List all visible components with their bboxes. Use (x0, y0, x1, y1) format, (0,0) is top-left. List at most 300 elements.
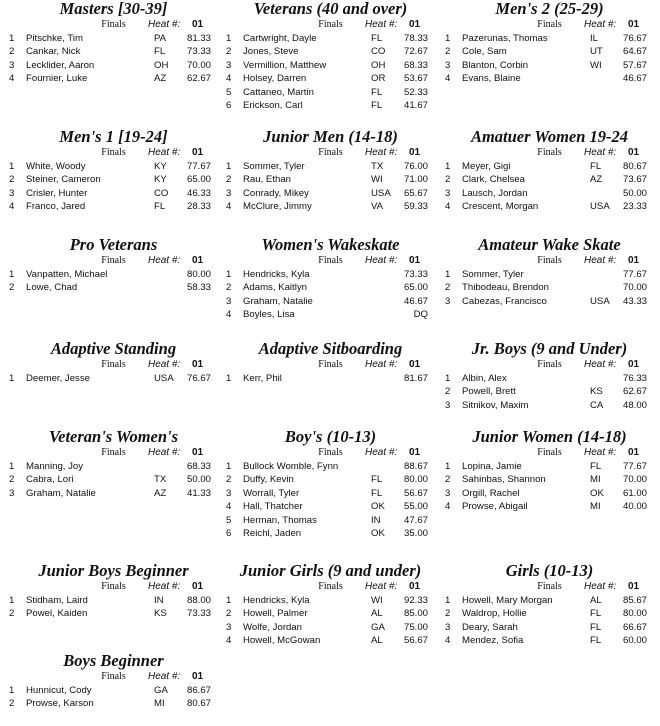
state: CO (154, 187, 169, 199)
place: 1 (445, 33, 451, 44)
heat-label: Heat #: (584, 359, 617, 370)
event-header (6, 254, 221, 268)
athlete-name: Cattaneo, Martin (243, 86, 314, 98)
athlete-name: Howell, Mary Morgan (462, 595, 553, 606)
athlete-name: Cartwright, Dayle (243, 33, 317, 44)
athlete-name: Howell, Palmer (243, 608, 308, 620)
result-row (223, 621, 438, 634)
athlete-name: Howell, McGowan (243, 635, 321, 647)
heat-label: Heat #: (365, 581, 398, 592)
state: FL (371, 487, 383, 499)
heat-number: 01 (409, 19, 421, 30)
score: 50.00 (622, 187, 647, 199)
result-row (223, 308, 438, 321)
athlete-name: Boyles, Lisa (243, 309, 295, 321)
score: 80.00 (622, 608, 647, 620)
result-row (6, 594, 221, 607)
event-header (6, 18, 221, 32)
result-row (442, 200, 657, 213)
event-block (223, 428, 438, 540)
place: 3 (9, 487, 15, 499)
place: 4 (445, 635, 451, 647)
place: 6 (226, 527, 232, 539)
state: WI (590, 59, 602, 71)
place: 4 (445, 501, 451, 513)
athlete-name: Conrady, Mikey (243, 187, 309, 199)
score: 28.33 (186, 201, 211, 213)
result-row (442, 160, 657, 173)
athlete-name: Meyer, Gigi (462, 161, 511, 172)
state: FL (371, 474, 383, 486)
event-block (442, 0, 657, 86)
heat-label: Heat #: (584, 447, 617, 458)
event-block (6, 128, 221, 214)
event-title: Men's 1 [19-24] (59, 127, 168, 146)
athlete-name: Lowe, Chad (26, 282, 78, 294)
result-row (442, 45, 657, 58)
score: 48.00 (622, 399, 647, 411)
heat-label: Heat #: (584, 19, 617, 30)
place: 3 (226, 59, 232, 71)
athlete-name: Graham, Natalie (243, 295, 313, 307)
event-block (442, 562, 657, 648)
heat-number: 01 (628, 581, 640, 592)
score: 50.00 (186, 474, 211, 486)
result-row (442, 32, 657, 45)
score: 86.67 (186, 685, 211, 696)
place: 3 (445, 59, 451, 71)
state: FL (154, 46, 166, 58)
finals-label: Finals (537, 19, 562, 30)
result-row (6, 473, 221, 486)
result-row (6, 372, 221, 385)
heat-label: Heat #: (148, 19, 181, 30)
athlete-name: Vermillion, Matthew (243, 59, 327, 71)
score: 68.33 (186, 461, 211, 472)
athlete-name: Worrall, Tyler (243, 487, 300, 499)
athlete-name: Sommer, Tyler (243, 161, 305, 172)
event-title: Women's Wakeskate (261, 235, 400, 254)
score: 61.00 (622, 487, 647, 499)
score: 76.33 (622, 373, 647, 384)
athlete-name: Lecklider, Aaron (26, 59, 95, 71)
event-title: Boy's (10-13) (284, 427, 377, 446)
place: 4 (445, 201, 451, 213)
state: OK (590, 487, 604, 499)
finals-label: Finals (101, 671, 126, 682)
result-row (223, 45, 438, 58)
athlete-name: Vanpatten, Michael (26, 269, 108, 280)
state: GA (154, 685, 168, 696)
event-header (6, 580, 221, 594)
finals-label: Finals (537, 447, 562, 458)
finals-label: Finals (101, 255, 126, 266)
state: USA (590, 201, 610, 213)
event-header (442, 146, 657, 160)
event-title: Men's 2 (25-29) (495, 0, 604, 18)
result-row (6, 59, 221, 72)
athlete-name: Cole, Sam (462, 46, 507, 58)
state: CO (371, 46, 386, 58)
finals-label: Finals (318, 255, 343, 266)
score: 59.33 (403, 201, 428, 213)
finals-label: Finals (101, 147, 126, 158)
result-row (442, 487, 657, 500)
place: 1 (226, 269, 232, 280)
state: FL (590, 608, 602, 620)
place: 2 (9, 608, 15, 620)
place: 2 (9, 698, 15, 710)
place: 4 (226, 501, 232, 513)
score: 73.33 (186, 46, 211, 58)
athlete-name: Holsey, Darren (243, 73, 307, 85)
athlete-name: Stidham, Laird (26, 595, 88, 606)
result-row (6, 45, 221, 58)
event-header (223, 146, 438, 160)
score: 77.67 (622, 461, 647, 472)
score: 88.00 (186, 595, 211, 606)
heat-number: 01 (628, 147, 640, 158)
score: 46.33 (186, 187, 211, 199)
score: 72.67 (403, 46, 428, 58)
athlete-name: Rau, Ethan (243, 174, 292, 186)
event-header (442, 580, 657, 594)
state: AZ (154, 487, 167, 499)
event-block (6, 562, 221, 621)
athlete-name: Lopina, Jamie (462, 461, 522, 472)
place: 2 (226, 174, 232, 186)
score: 46.67 (403, 295, 428, 307)
state: CA (590, 399, 604, 411)
heat-label: Heat #: (365, 19, 398, 30)
finals-label: Finals (318, 581, 343, 592)
finals-label: Finals (318, 359, 343, 370)
event-title: Adaptive Sitboarding (258, 339, 403, 358)
place: 1 (445, 461, 451, 472)
result-row (6, 160, 221, 173)
athlete-name: Clark, Chelsea (462, 174, 525, 186)
result-row (442, 460, 657, 473)
heat-number: 01 (409, 581, 421, 592)
score: 85.67 (622, 595, 647, 606)
score: 65.00 (403, 282, 428, 294)
event-block (223, 128, 438, 214)
state: OH (371, 59, 386, 71)
result-row (223, 268, 438, 281)
event-header (223, 580, 438, 594)
result-row (6, 173, 221, 186)
finals-label: Finals (537, 581, 562, 592)
place: 2 (445, 386, 451, 398)
state: FL (371, 99, 383, 111)
state: IL (590, 33, 599, 44)
event-title: Junior Men (14-18) (263, 127, 398, 146)
athlete-name: Hendricks, Kyla (243, 269, 310, 280)
place: 2 (445, 282, 451, 294)
athlete-name: Prowse, Karson (26, 698, 94, 710)
score: 52.33 (403, 86, 428, 98)
score: 56.67 (403, 487, 428, 499)
place: 2 (226, 282, 232, 294)
result-row (442, 281, 657, 294)
athlete-name: Bullock Womble, Fynn (243, 461, 339, 472)
place: 1 (226, 461, 232, 472)
event-title: Veteran's Women's (48, 427, 179, 446)
place: 1 (226, 373, 232, 384)
heat-number: 01 (628, 359, 640, 370)
athlete-name: Manning, Joy (26, 461, 84, 472)
result-row (442, 72, 657, 85)
event-block (6, 340, 221, 385)
result-row (442, 187, 657, 200)
score: 80.00 (403, 474, 428, 486)
place: 4 (9, 201, 15, 213)
result-row (442, 607, 657, 620)
athlete-name: Duffy, Kevin (243, 474, 294, 486)
result-row (442, 385, 657, 398)
place: 1 (9, 461, 15, 472)
result-row (442, 295, 657, 308)
event-header (223, 358, 438, 372)
athlete-name: Deary, Sarah (462, 621, 518, 633)
score: 47.67 (403, 514, 428, 526)
state: FL (590, 635, 602, 647)
place: 2 (226, 608, 232, 620)
result-row (223, 187, 438, 200)
athlete-name: Sahinbas, Shannon (462, 474, 546, 486)
place: 2 (9, 474, 15, 486)
state: AL (371, 608, 383, 620)
score: 76.67 (186, 373, 211, 384)
state: AL (590, 595, 602, 606)
heat-label: Heat #: (584, 581, 617, 592)
score: 80.67 (622, 161, 647, 172)
place: 4 (9, 73, 15, 85)
state: USA (154, 373, 174, 384)
score: 75.00 (403, 621, 428, 633)
place: 1 (226, 595, 232, 606)
result-row (223, 295, 438, 308)
state: FL (590, 461, 602, 472)
heat-number: 01 (409, 255, 421, 266)
place: 3 (445, 487, 451, 499)
event-title: Girls (10-13) (505, 561, 594, 580)
score: 70.00 (622, 282, 647, 294)
finals-label: Finals (101, 19, 126, 30)
heat-label: Heat #: (365, 147, 398, 158)
place: 1 (445, 595, 451, 606)
state: FL (590, 621, 602, 633)
result-row (6, 268, 221, 281)
result-row (6, 460, 221, 473)
result-row (223, 594, 438, 607)
athlete-name: Adams, Kaitlyn (243, 282, 307, 294)
place: 3 (226, 487, 232, 499)
athlete-name: Waldrop, Hollie (462, 608, 527, 620)
athlete-name: Powell, Brett (462, 386, 516, 398)
result-row (223, 281, 438, 294)
heat-number: 01 (192, 671, 204, 682)
place: 5 (226, 514, 232, 526)
score: 60.00 (622, 635, 647, 647)
event-header (442, 446, 657, 460)
result-row (442, 621, 657, 634)
score: 41.33 (186, 487, 211, 499)
place: 4 (226, 635, 232, 647)
result-row (223, 500, 438, 513)
state: FL (371, 86, 383, 98)
event-header (6, 358, 221, 372)
score: 76.00 (403, 161, 428, 172)
athlete-name: Crescent, Morgan (462, 201, 539, 213)
event-block (442, 428, 657, 514)
athlete-name: Sommer, Tyler (462, 269, 524, 280)
athlete-name: Lausch, Jordan (462, 187, 528, 199)
event-block (442, 128, 657, 214)
state: OR (371, 73, 386, 85)
athlete-name: Cabra, Lori (26, 474, 74, 486)
state: IN (154, 595, 164, 606)
result-row (442, 634, 657, 647)
athlete-name: Reichl, Jaden (243, 527, 302, 539)
event-block (223, 562, 438, 648)
heat-label: Heat #: (148, 447, 181, 458)
score: 43.33 (622, 295, 647, 307)
finals-label: Finals (318, 19, 343, 30)
place: 4 (226, 309, 232, 321)
heat-number: 01 (192, 447, 204, 458)
place: 5 (226, 86, 232, 98)
athlete-name: Steiner, Cameron (26, 174, 101, 186)
state: MI (154, 698, 165, 710)
place: 1 (9, 161, 15, 172)
place: 2 (9, 46, 15, 58)
result-row (223, 460, 438, 473)
place: 3 (226, 187, 232, 199)
score: 77.67 (622, 269, 647, 280)
event-block (223, 340, 438, 385)
event-block (223, 0, 438, 112)
score: 70.00 (186, 59, 211, 71)
score: 80.67 (186, 698, 211, 710)
state: MI (590, 501, 601, 513)
athlete-name: Pazerunas, Thomas (462, 33, 548, 44)
event-title: Junior Women (14-18) (472, 427, 627, 446)
place: 2 (9, 282, 15, 294)
result-row (223, 59, 438, 72)
event-block (442, 236, 657, 308)
event-title: Junior Boys Beginner (38, 561, 189, 580)
place: 3 (9, 187, 15, 199)
athlete-name: Hunnicut, Cody (26, 685, 92, 696)
place: 1 (226, 33, 232, 44)
score: 35.00 (403, 527, 428, 539)
event-title: Adaptive Standing (50, 339, 177, 358)
place: 2 (445, 46, 451, 58)
score: 62.67 (622, 386, 647, 398)
score: 23.33 (622, 201, 647, 213)
result-row (223, 72, 438, 85)
heat-label: Heat #: (584, 147, 617, 158)
score: 62.67 (186, 73, 211, 85)
event-header (6, 670, 221, 684)
result-row (6, 487, 221, 500)
state: TX (371, 161, 384, 172)
score: 53.67 (403, 73, 428, 85)
state: KS (590, 386, 603, 398)
event-title: Veterans (40 and over) (253, 0, 408, 18)
score: 40.00 (622, 501, 647, 513)
place: 3 (445, 399, 451, 411)
result-row (6, 200, 221, 213)
event-block (6, 428, 221, 500)
state: KY (154, 161, 167, 172)
event-header (6, 146, 221, 160)
score: 81.67 (403, 373, 428, 384)
place: 3 (445, 621, 451, 633)
place: 1 (9, 373, 15, 384)
state: UT (590, 46, 603, 58)
state: WI (371, 174, 383, 186)
score: 81.33 (186, 33, 211, 44)
place: 1 (445, 161, 451, 172)
score: 46.67 (622, 73, 647, 85)
result-row (223, 99, 438, 112)
score: 88.67 (403, 461, 428, 472)
score: 71.00 (403, 174, 428, 186)
score: 65.67 (403, 187, 428, 199)
athlete-name: Deemer, Jesse (26, 373, 90, 384)
result-row (442, 372, 657, 385)
result-row (442, 500, 657, 513)
score: 65.00 (186, 174, 211, 186)
athlete-name: Mendez, Sofia (462, 635, 524, 647)
athlete-name: Pitschke, Tim (26, 33, 84, 44)
score: 57.67 (622, 59, 647, 71)
place: 3 (445, 187, 451, 199)
result-row (6, 32, 221, 45)
state: IN (371, 514, 381, 526)
athlete-name: Cabezas, Francisco (462, 295, 547, 307)
heat-number: 01 (409, 447, 421, 458)
event-header (442, 358, 657, 372)
score: 70.00 (622, 474, 647, 486)
event-block (6, 0, 221, 86)
place: 1 (9, 595, 15, 606)
score: 76.67 (622, 33, 647, 44)
result-row (223, 634, 438, 647)
score: 68.33 (403, 59, 428, 71)
heat-label: Heat #: (148, 581, 181, 592)
event-block (6, 236, 221, 295)
state: MI (590, 474, 601, 486)
athlete-name: Jones, Steve (243, 46, 299, 58)
result-row (223, 200, 438, 213)
athlete-name: Cankar, Nick (26, 46, 81, 58)
heat-number: 01 (192, 19, 204, 30)
heat-number: 01 (409, 359, 421, 370)
state: OH (154, 59, 169, 71)
result-row (223, 372, 438, 385)
result-row (442, 399, 657, 412)
score: 58.33 (186, 282, 211, 294)
event-title: Masters [30-39] (59, 0, 168, 18)
event-header (442, 254, 657, 268)
finals-label: Finals (318, 147, 343, 158)
place: 1 (445, 373, 451, 384)
finals-label: Finals (101, 359, 126, 370)
result-row (223, 160, 438, 173)
